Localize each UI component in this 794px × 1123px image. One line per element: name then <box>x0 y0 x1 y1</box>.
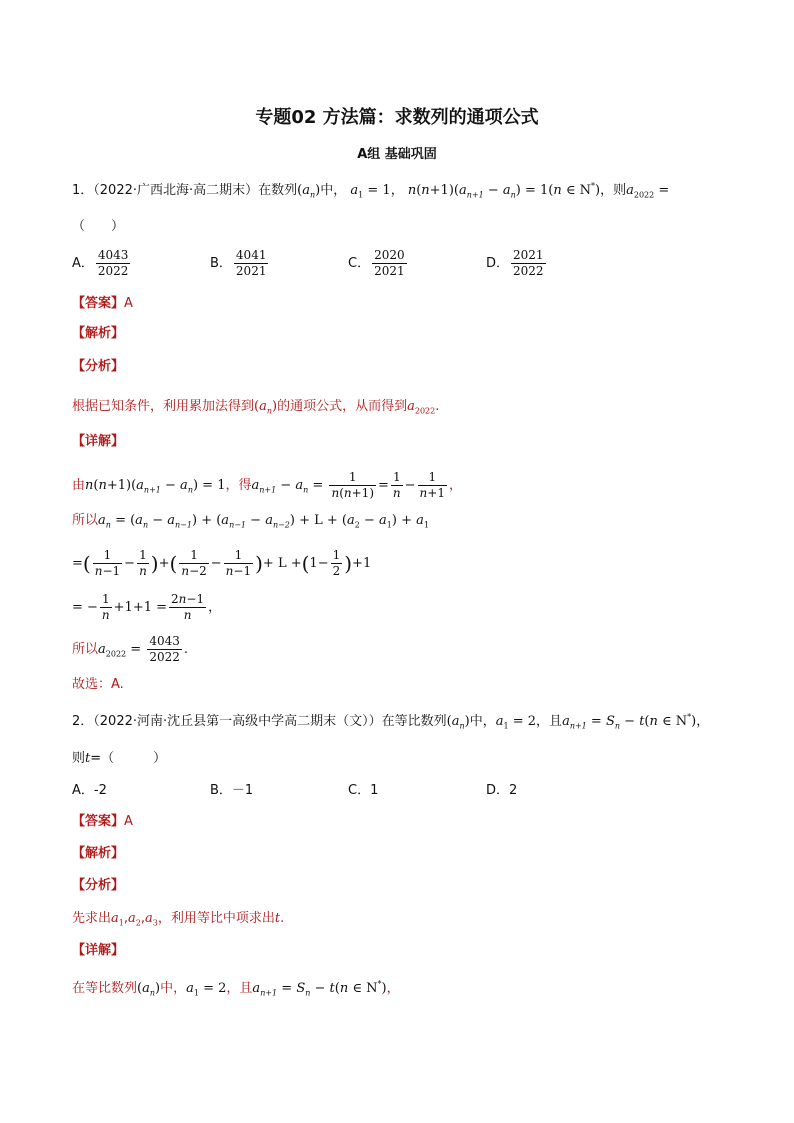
q2-stem: 2．（2022·河南·沈丘县第一高级中学高二期末（文））在等比数列$(a_n)$中，$a_1 = 2$，且$a_{n+1} = S_n - t(n$ ∈ N*)， <box>72 712 710 731</box>
q1-option-c: C． $\frac{2020}{2021}$ <box>348 248 405 278</box>
q1-conclusion: 故选：A. <box>72 677 124 692</box>
q2-detail-line1: 在等比数列$(a_n)$中，$a_1 = 2$，且$a_{n+1} = S_n - t(n$ ∈ N*)， <box>72 979 400 998</box>
q2-jiexi: 【解析】 <box>72 846 125 861</box>
q1-analysis: 根据已知条件，利用累加法得到$(a_n)$的通项公式，从而得到$a_{2022}$. <box>72 399 440 416</box>
q1-detail-line3: =( $\frac{1}{n-1}$ − $\frac{1}{n}$ )+( $\frac{1}{n-2}$ − $\frac{1}{n-1}$ )+ L +(1− $\frac{1}{2}$ )+1 <box>72 548 372 578</box>
page-title: 专题02 方法篇：求数列的通项公式 <box>255 107 539 128</box>
group-heading: A组 基础巩固 <box>357 147 437 162</box>
q1-detail-line2: 所以$a_n = (a_n - a_{n-1}) + (a_{n-1} - a_{n-2}) + L + (a_2 - a_1) + a_1$ <box>72 513 429 530</box>
q1-stem: 1．（2022·广西北海·高二期末）在数列$(a_n)$中， $a_1 = 1$， $n(n+1)(a_{n+1} - a_n) = 1(n$ ∈ N*)，则$a_{2022}$ = <box>72 181 670 200</box>
q1-option-d: D． $\frac{2021}{2022}$ <box>486 248 544 278</box>
q2-answer: 【答案】A <box>72 814 133 829</box>
q1-option-a: A． $\frac{4043}{2022}$ <box>72 248 129 278</box>
q1-paren: （ ） <box>72 219 125 234</box>
q1-detail-line5: 所以$a_{2022}$ = $\frac{4043}{2022}$ . <box>72 634 188 664</box>
q1-detail-line4: = − $\frac{1}{n}$ +1+1 = $\frac{2n-1}{n}$ ， <box>72 592 222 622</box>
q2-fenxi: 【分析】 <box>72 878 125 893</box>
q1-answer: 【答案】A <box>72 296 133 311</box>
q1-source: （2022·广西北海·高二期末） <box>93 183 259 198</box>
q1-xiangjie: 【详解】 <box>72 434 125 449</box>
q1-number: 1． <box>72 183 94 198</box>
q2-xiangjie: 【详解】 <box>72 943 125 958</box>
q2-stem-line2: 则t=（ ） <box>72 751 167 766</box>
q1-jiexi: 【解析】 <box>72 326 125 341</box>
q1-detail-line1: 由$n(n+1)(a_{n+1} - a_n) = 1$，得$a_{n+1} - a_n$ = $\frac{1}{n(n+1)}$ = $\frac{1}{n}$ − $\frac{1}{n+1}$ ， <box>72 470 462 500</box>
q2-analysis: 先求出$a_1,a_2,a_3$，利用等比中项求出t. <box>72 911 285 928</box>
q1-fenxi: 【分析】 <box>72 359 125 374</box>
q2-option-c: C．1 <box>348 783 379 798</box>
q2-source: （2022·河南·沈丘县第一高级中学高二期末（文）） <box>93 714 382 729</box>
q2-option-b: B．－1 <box>210 783 254 798</box>
q2-number: 2． <box>72 714 94 729</box>
q1-option-b: B． $\frac{4041}{2021}$ <box>210 248 267 278</box>
q2-option-d: D．2 <box>486 783 518 798</box>
q2-option-a: A．-2 <box>72 783 107 798</box>
